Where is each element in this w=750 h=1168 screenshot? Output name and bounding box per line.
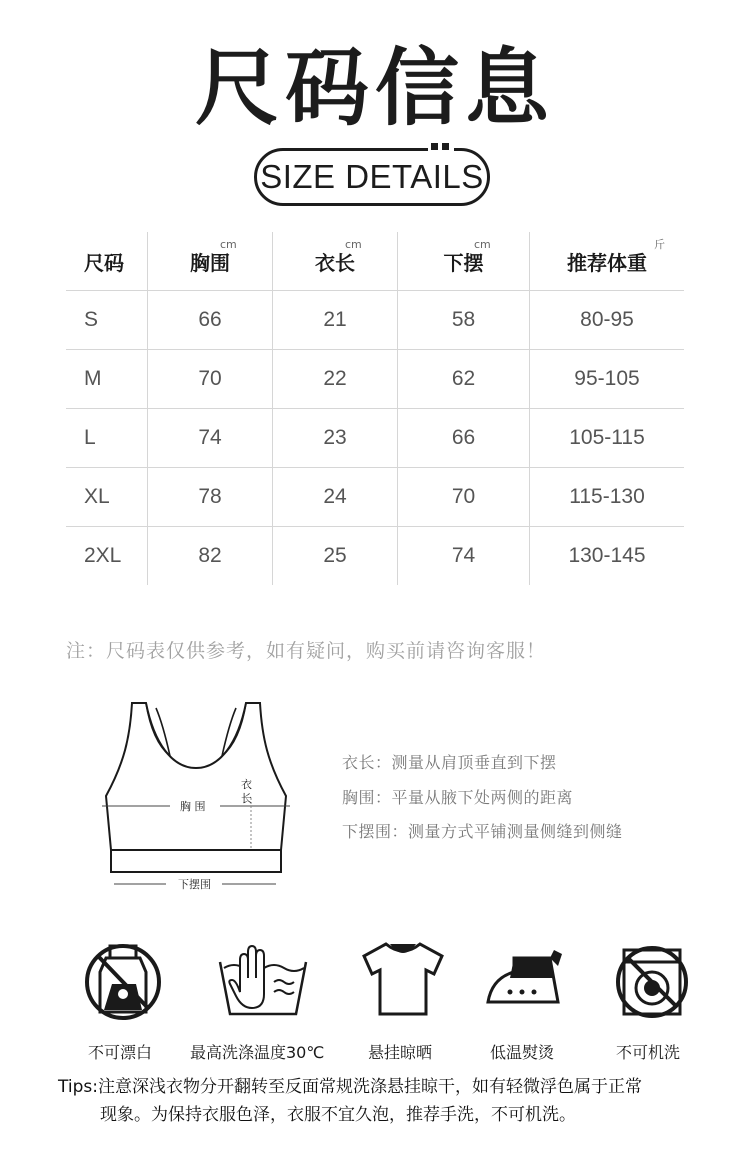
table-header-row <box>66 232 684 291</box>
table-row <box>66 409 684 468</box>
table-cell: 70 <box>398 468 530 526</box>
header-weight <box>530 232 684 290</box>
table-cell: 22 <box>273 350 398 408</box>
care-label: 不可机洗 <box>616 1043 681 1062</box>
garment-band <box>111 850 281 872</box>
care-label: 悬挂晾晒 <box>368 1043 433 1062</box>
table-cell: 82 <box>148 527 273 585</box>
table-cell: 80-95 <box>580 308 634 331</box>
measure-hem-text: 下摆围：测量方式平铺测量侧缝到侧缝 <box>342 822 623 841</box>
hang-dry-icon <box>358 938 448 1020</box>
hem-label: 下摆围 <box>178 878 211 891</box>
pill-dot-decoration <box>442 143 449 150</box>
header-label: 胸围 <box>190 250 230 275</box>
subtitle-text: SIZE DETAILS <box>260 158 484 195</box>
table-cell: 74 <box>398 527 530 585</box>
header-length <box>273 232 398 290</box>
low-iron-icon <box>484 938 566 1020</box>
table-cell: 66 <box>148 291 273 349</box>
unit-label: cm <box>220 238 237 251</box>
no-bleach-icon <box>84 938 162 1020</box>
table-row <box>66 527 684 585</box>
table-row <box>66 350 684 409</box>
table-cell: L <box>66 409 148 467</box>
table-cell: 21 <box>273 291 398 349</box>
no-machine-wash-icon <box>616 938 688 1020</box>
table-cell: S <box>66 291 148 349</box>
header-label: 尺码 <box>84 250 124 275</box>
care-instructions <box>0 938 750 1068</box>
table-cell: 130-145 <box>568 544 646 567</box>
table-row <box>66 291 684 350</box>
size-table <box>66 232 684 585</box>
tips-line: 现象。为保持衣服色泽，衣服不宜久泡，推荐手洗，不可机洗。 <box>100 1105 576 1125</box>
table-cell: 23 <box>273 409 398 467</box>
header-label: 下摆 <box>443 250 484 275</box>
table-cell: 95-105 <box>574 367 640 390</box>
header-label: 衣长 <box>315 250 355 275</box>
length-label: 长 <box>241 792 252 805</box>
wash-30-icon <box>216 938 310 1020</box>
header-hem <box>398 232 530 290</box>
table-cell: 105-115 <box>569 426 645 449</box>
table-cell: 58 <box>398 291 530 349</box>
pill-dot-decoration <box>431 143 438 150</box>
unit-label: cm <box>474 238 491 251</box>
measure-chest-text: 胸围：平量从腋下处两侧的距离 <box>342 788 574 807</box>
garment-outline <box>106 703 286 850</box>
subtitle-badge <box>254 148 490 206</box>
tips-text <box>58 1073 718 1129</box>
header-size <box>66 232 148 290</box>
table-cell: 78 <box>148 468 273 526</box>
table-cell: 25 <box>273 527 398 585</box>
table-cell: 115-130 <box>569 485 645 508</box>
size-note: 注：尺码表仅供参考，如有疑问，购买前请咨询客服！ <box>66 640 547 662</box>
care-label: 最高洗涤温度30℃ <box>190 1043 325 1062</box>
tips-line: Tips:注意深浅衣物分开翻转至反面常规洗涤悬挂晾干，如有轻微浮色属于正常 <box>58 1077 642 1097</box>
header-label: 推荐体重 <box>567 250 647 275</box>
length-label: 衣 <box>241 778 252 791</box>
measure-length-text: 衣长：测量从肩顶垂直到下摆 <box>342 753 557 772</box>
table-cell: M <box>66 350 148 408</box>
care-label: 不可漂白 <box>88 1043 153 1062</box>
table-cell: 74 <box>148 409 273 467</box>
table-cell: 24 <box>273 468 398 526</box>
unit-label: cm <box>345 238 362 251</box>
table-cell: 66 <box>398 409 530 467</box>
table-cell: 2XL <box>66 527 148 585</box>
page-title: 尺码信息 <box>194 39 555 137</box>
sports-bra-diagram <box>96 698 296 894</box>
table-cell: XL <box>66 468 148 526</box>
chest-label: 胸 围 <box>180 800 206 813</box>
unit-label: 斤 <box>654 238 665 251</box>
care-label: 低温熨烫 <box>490 1043 555 1062</box>
table-cell: 62 <box>398 350 530 408</box>
table-row <box>66 468 684 527</box>
table-cell: 70 <box>148 350 273 408</box>
header-chest <box>148 232 273 290</box>
